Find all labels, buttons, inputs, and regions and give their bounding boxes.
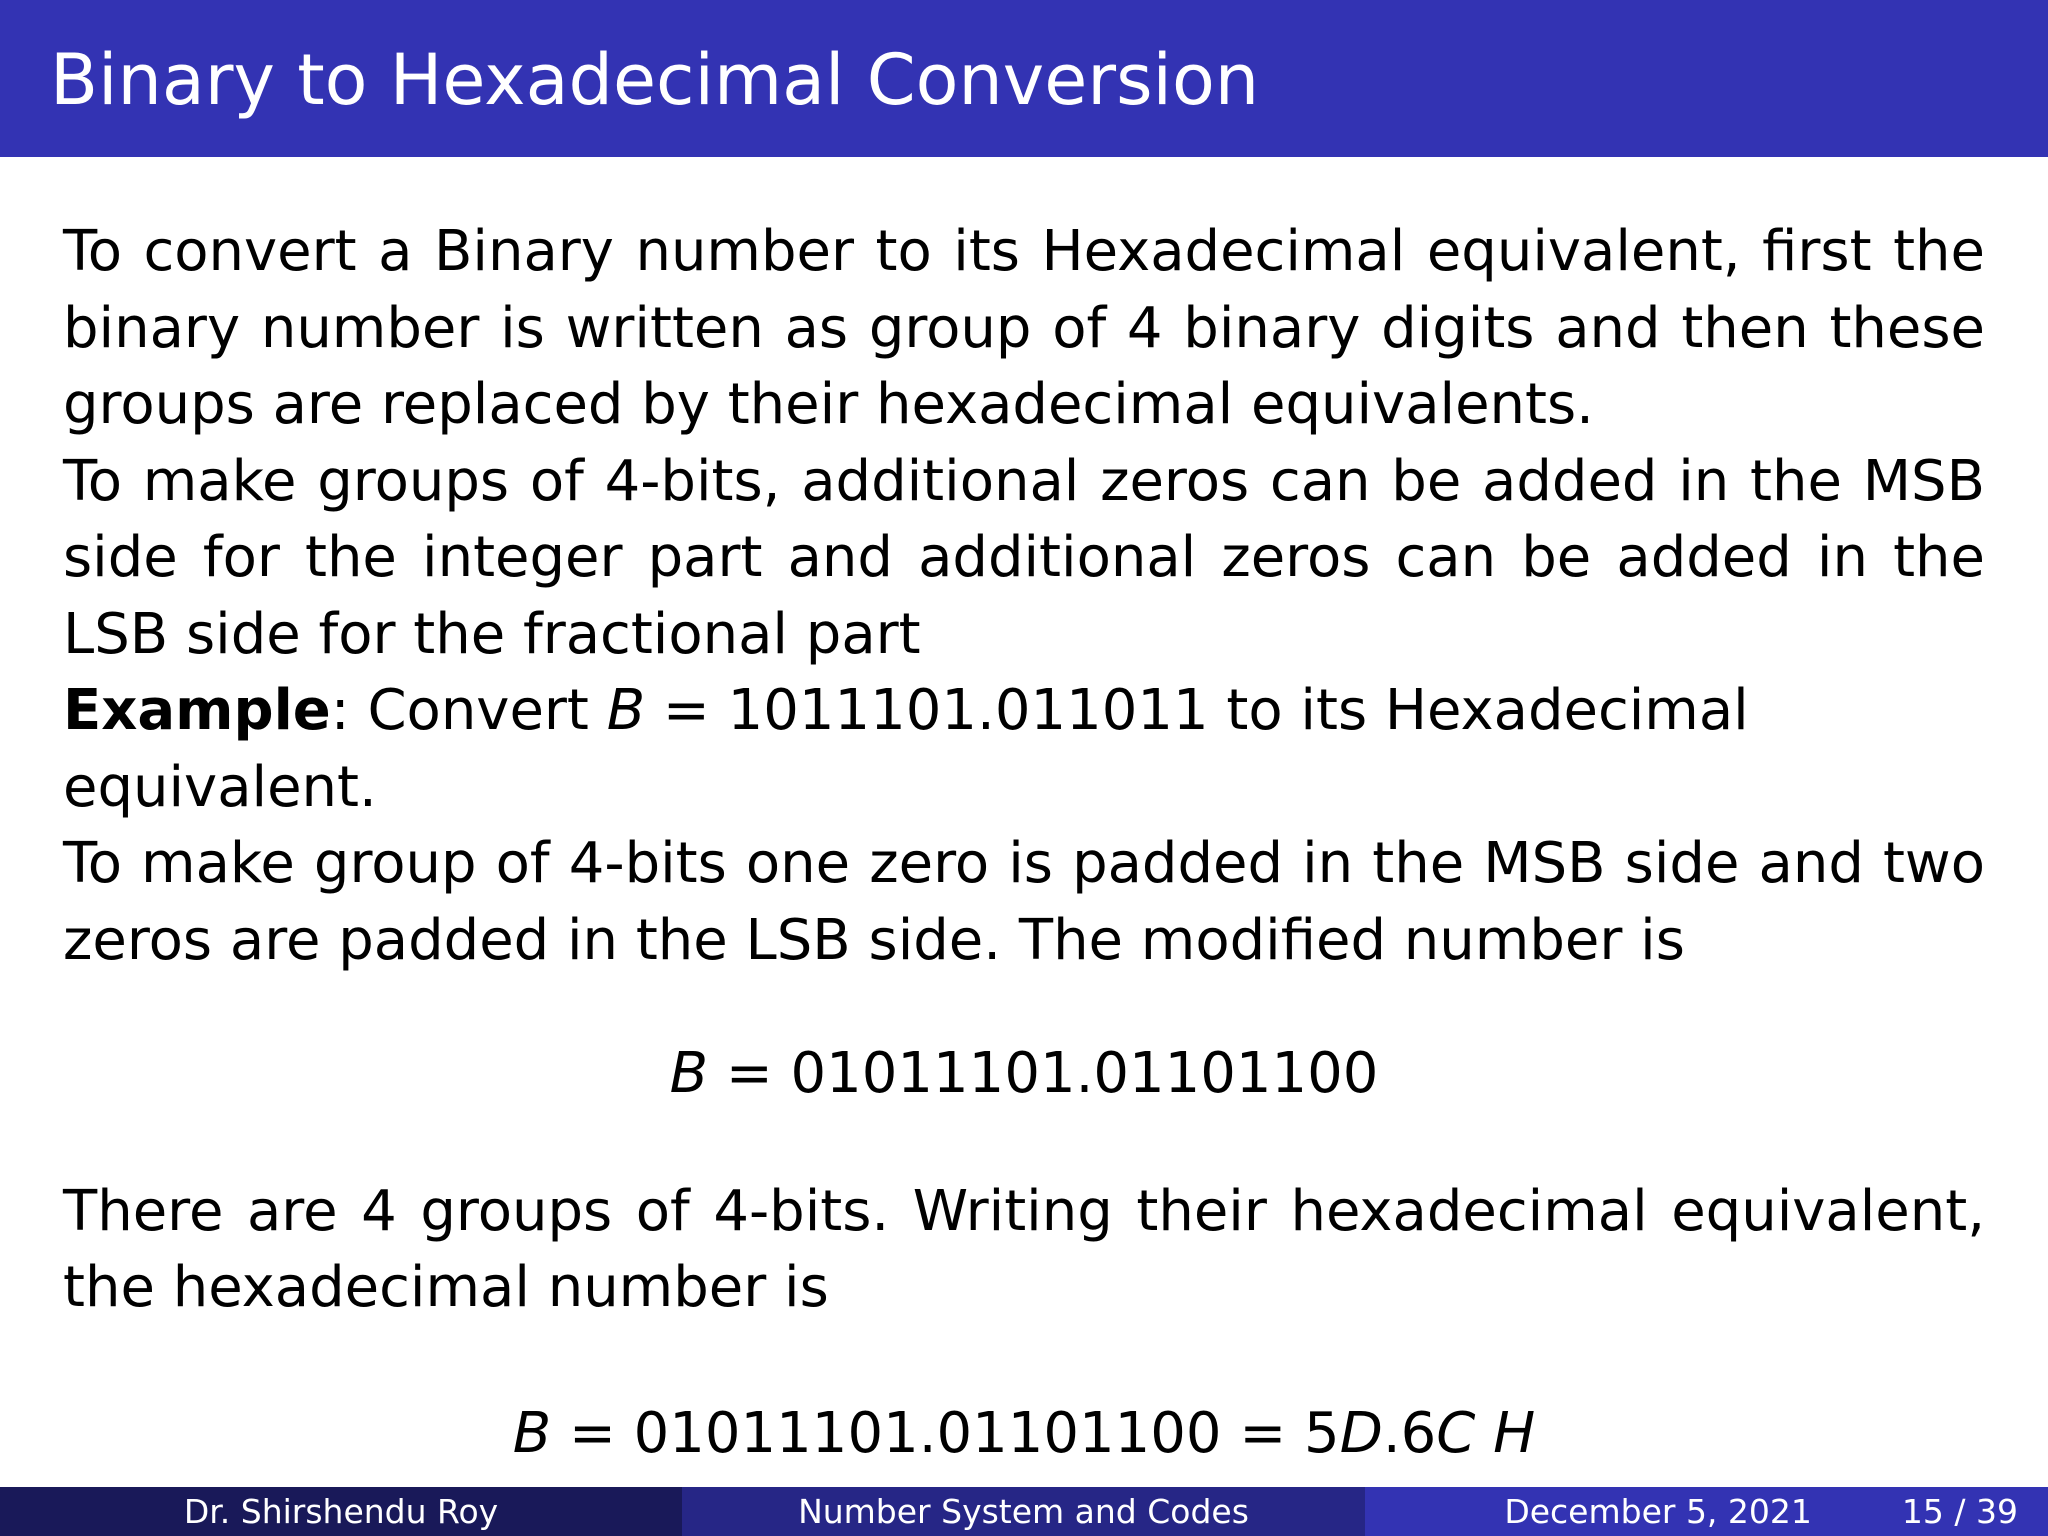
footer: [0, 1487, 2048, 1536]
paragraph-padding-rule: To make groups of 4-bits, additional zeros can be added in the MSB side for the integer part and additional zeros can be added in the LSB side for the fractional part: [63, 448, 1985, 667]
equation2-hex-d: D: [1339, 1400, 1383, 1466]
footer-page-number: 15 / 39: [1901, 1492, 2018, 1531]
footer-course-section: [682, 1487, 1365, 1536]
equation1-variable: B: [669, 1041, 709, 1106]
title-bar: [0, 0, 2048, 157]
equation2-rhs: = 01011101.01101100 = 5: [551, 1400, 1340, 1466]
paragraph-intro: To convert a Binary number to its Hexadecimal equivalent, first the binary number is written as group of 4 binary digits and then these groups are replaced by their hexadecimal equivalents.: [63, 219, 1985, 437]
equation2-hex-point: .6: [1382, 1400, 1437, 1466]
footer-course-title: Number System and Codes: [798, 1492, 1249, 1531]
example-label: Example: [63, 678, 331, 743]
equation2-hex-ch: C H: [1436, 1400, 1536, 1466]
equation2-variable: B: [512, 1400, 552, 1466]
footer-date-page-section: [1365, 1487, 2048, 1536]
footer-author: Dr. Shirshendu Roy: [183, 1492, 499, 1531]
example-value: = 1011101.011011: [645, 678, 1209, 743]
equation-hex-result: [63, 1396, 1985, 1473]
example-text-after: to its Hexadecimal equivalent.: [63, 678, 1749, 820]
example-text-before: : Convert: [330, 678, 607, 743]
paragraph-padding-example: To make group of 4-bits one zero is padded in the MSB side and two zeros are padded in the LSB side. The modified number is: [63, 831, 1985, 973]
footer-author-section: [0, 1487, 682, 1536]
slide-body: [63, 214, 1985, 1472]
example-variable: B: [606, 678, 646, 743]
paragraph-groups: There are 4 groups of 4-bits. Writing their hexadecimal equivalent, the hexadecimal number is: [63, 1178, 1985, 1320]
slide-title: Binary to Hexadecimal Conversion: [50, 39, 1260, 121]
footer-date: December 5, 2021: [1504, 1492, 1812, 1531]
equation1-rhs: = 01011101.01101100: [708, 1041, 1379, 1106]
example-line: [63, 673, 1985, 826]
equation-modified-number: [63, 1036, 1985, 1113]
